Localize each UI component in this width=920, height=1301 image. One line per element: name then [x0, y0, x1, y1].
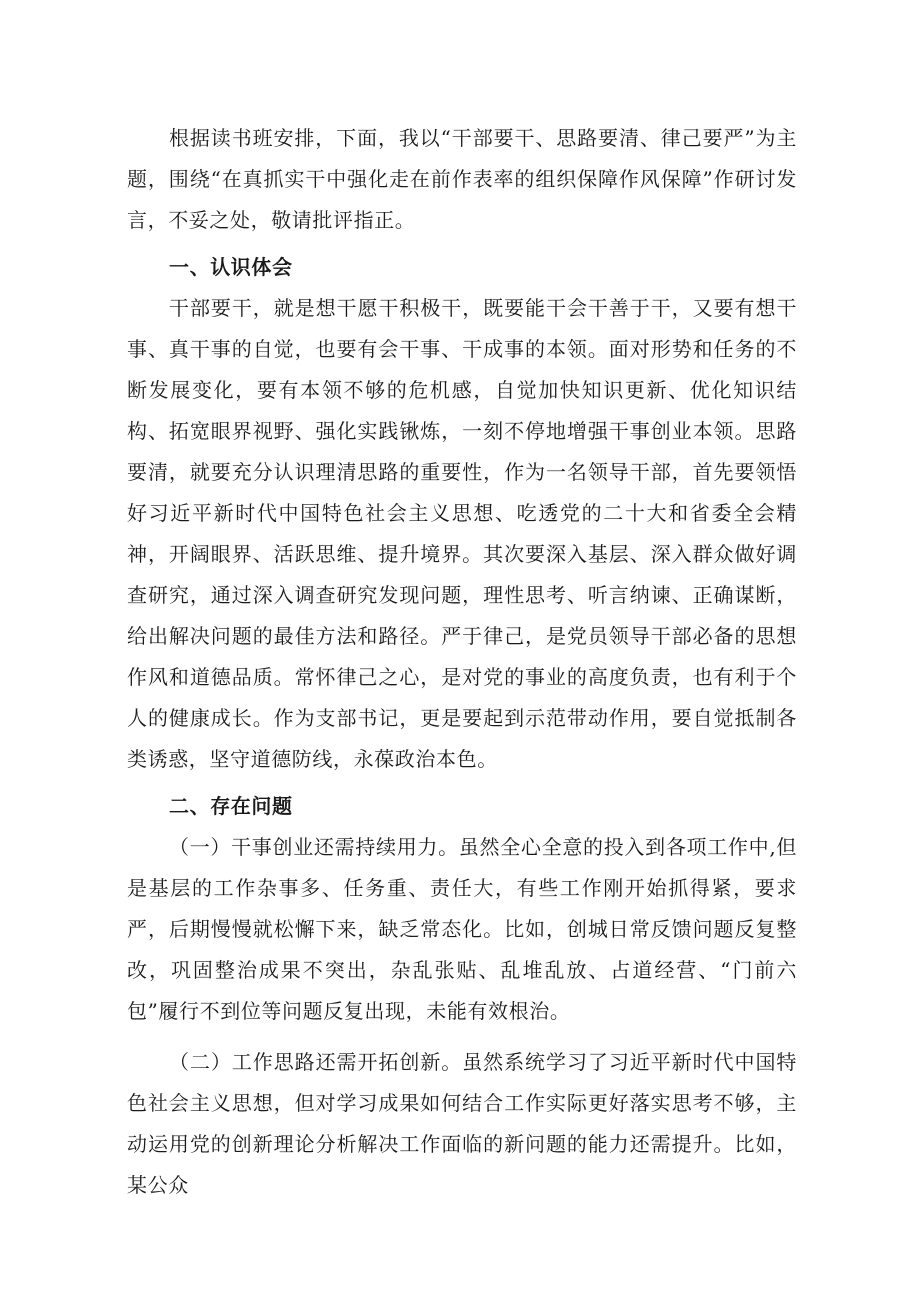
- section-heading-understanding: 一、认识体会: [169, 255, 293, 279]
- document-body: [127, 118, 797, 1206]
- intro-paragraph: 根据读书班安排，下面，我以“干部要干、思路要清、律己要严”为主题，围绕“在真抓实干中强化走在前作表率的组织保障作风保障”作研讨发言，不妥之处，敬请批评指正。: [127, 126, 797, 232]
- understanding-paragraph: 干部要干，就是想干愿干积极干，既要能干会干善于干，又要有想干事、真干事的自觉，也要有会干事、干成事的本领。面对形势和任务的不断发展变化，要有本领不够的危机感，自觉加快知识更新、优化知识结构、拓宽眼界视野、强化实践锹炼，一刻不停地增强干事创业本领。思路要清，就要充分认识理清思路的重要性，作为一名领导干部，首先要领悟好习近平新时代中国特色社会主义思想、吃透党的二十大和省委全会精神，开阔眼界、活跃思维、提升境界。其次要深入基层、深入群众做好调查研究，通过深入调查研究发现问题，理性思考、听言纳谏、正确谋断，给出解决问题的最佳方法和路径。严于律己，是党员领导干部必备的思想作风和道德品质。常怀律己之心，是对党的事业的高度负责，也有利于个人的健康成长。作为支部书记，更是要起到示范带动作用，要自觉抵制各类诱惑，坚守道德防线，永葆政治本色。: [127, 296, 797, 771]
- problem-paragraph-2: （二）工作思路还需开拓创新。虽然系统学习了习近平新时代中国特色社会主义思想，但对学习成果如何结合工作实际更好落实思考不够，主动运用党的创新理论分析解决工作面临的新问题的能力还需提升。比如，某公众: [127, 1050, 797, 1197]
- problem-paragraph-1: （一）干事创业还需持续用力。虽然全心全意的投入到各项工作中,但是基层的工作杂事多、任务重、责任大，有些工作刚开始抓得紧，要求严，后期慢慢就松懈下来，缺乏常态化。比如，创城日常反馈问题反复整改，巩固整治成果不突出，杂乱张贴、乱堆乱放、占道经营、“门前六包”履行不到位等问题反复出现，未能有效根治。: [127, 835, 797, 1023]
- section-heading-problems: 二、存在问题: [169, 794, 293, 818]
